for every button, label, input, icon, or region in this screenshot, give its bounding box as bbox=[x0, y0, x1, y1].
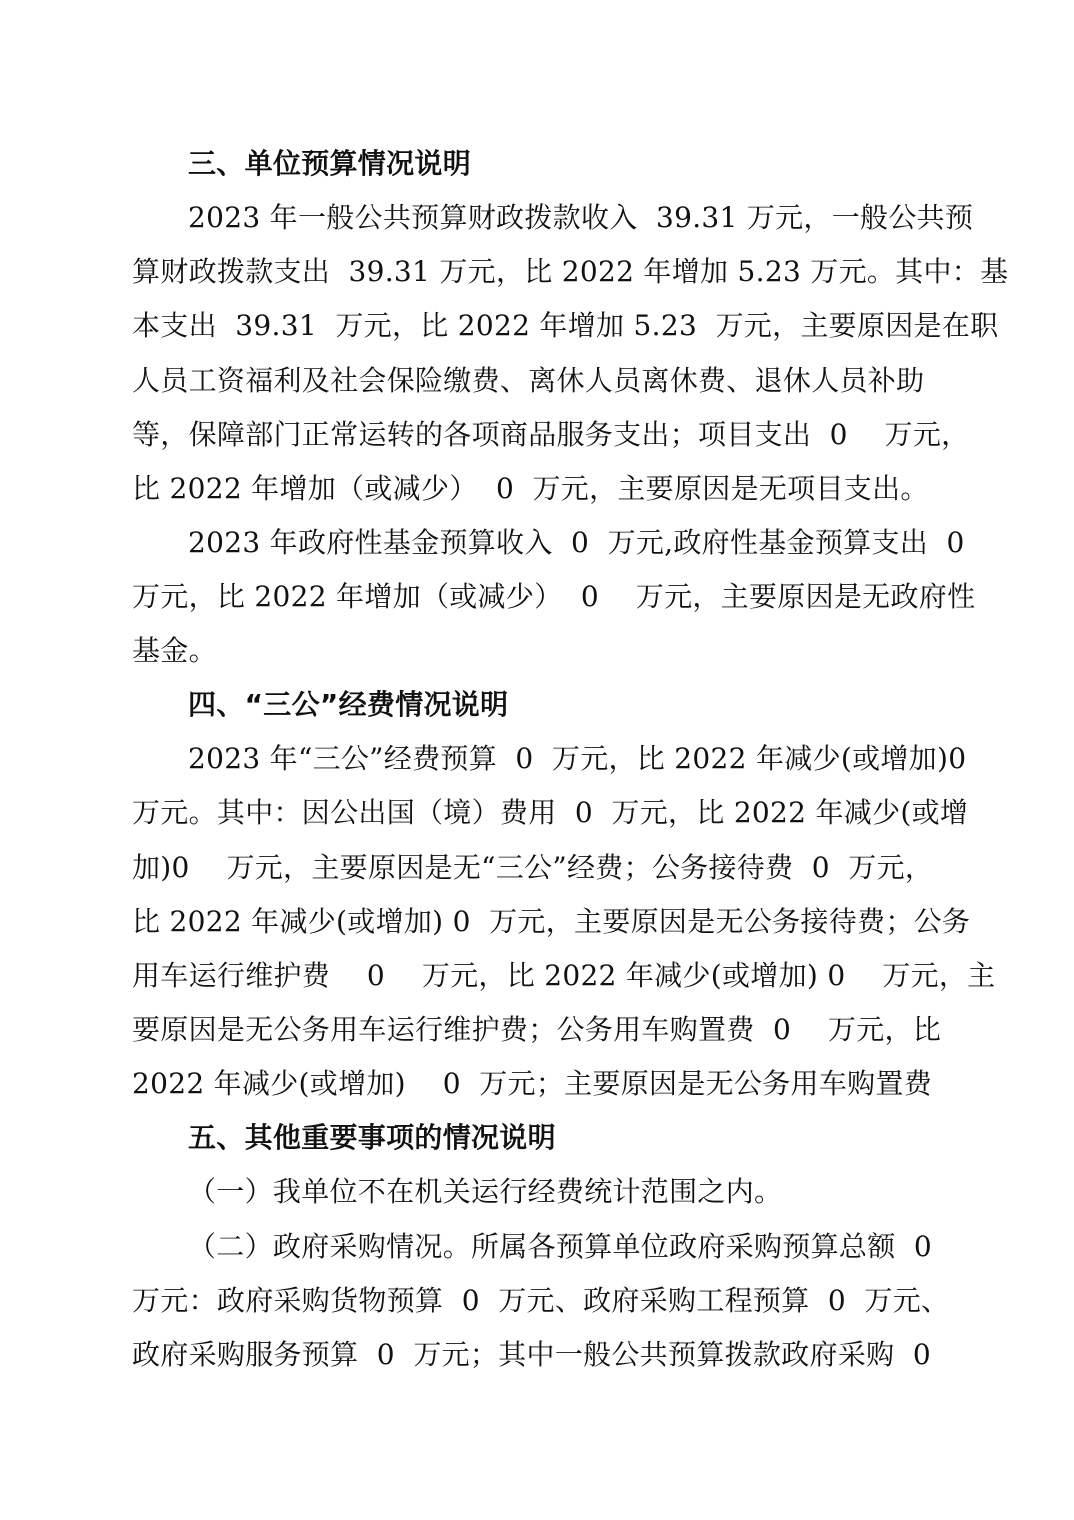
section3-p2-line1: 2023 年政府性基金预算收入 0 万元,政府性基金预算支出 0 bbox=[188, 526, 965, 559]
section4-p1-line6: 要原因是无公务用车运行维护费；公务用车购置费 0 万元，比 bbox=[132, 1013, 942, 1046]
section4-p1-line2: 万元。其中：因公出国（境）费用 0 万元，比 2022 年减少(或增 bbox=[132, 796, 969, 829]
section3-p2-line3: 基金。 bbox=[132, 634, 217, 667]
section4-p1-line5: 用车运行维护费 0 万元，比 2022 年减少(或增加) 0 万元，主 bbox=[132, 959, 996, 992]
section5-item2-line2: 万元：政府采购货物预算 0 万元、政府采购工程预算 0 万元、 bbox=[132, 1284, 950, 1317]
section4-p1-line1: 2023 年“三公”经费预算 0 万元，比 2022 年减少(或增加)0 bbox=[188, 742, 967, 775]
section4-p1-line3: 加)0 万元，主要原因是无“三公”经费；公务接待费 0 万元， bbox=[132, 851, 934, 884]
section3-heading: 三、单位预算情况说明 bbox=[188, 147, 472, 180]
section3-p1-line3: 本支出 39.31 万元，比 2022 年增加 5.23 万元，主要原因是在职 bbox=[132, 309, 999, 342]
section3-p1-line5: 等，保障部门正常运转的各项商品服务支出；项目支出 0 万元， bbox=[132, 418, 970, 451]
section4-p1-line7: 2022 年减少(或增加) 0 万元；主要原因是无公务用车购置费 bbox=[132, 1067, 933, 1100]
section3-p2-line2: 万元，比 2022 年增加（或减少） 0 万元，主要原因是无政府性 bbox=[132, 580, 976, 613]
section3-p1-line1: 2023 年一般公共预算财政拨款收入 39.31 万元，一般公共预 bbox=[188, 201, 974, 234]
section4-p1-line4: 比 2022 年减少(或增加) 0 万元，主要原因是无公务接待费；公务 bbox=[132, 905, 971, 938]
section5-item1: （一）我单位不在机关运行经费统计范围之内。 bbox=[188, 1175, 783, 1208]
section3-p1-line2: 算财政拨款支出 39.31 万元，比 2022 年增加 5.23 万元。其中：基 bbox=[132, 255, 1009, 288]
section5-item2-line3: 政府采购服务预算 0 万元；其中一般公共预算拨款政府采购 0 bbox=[132, 1338, 931, 1371]
section3-p1-line4: 人员工资福利及社会保险缴费、离休人员离休费、退休人员补助 bbox=[132, 364, 925, 397]
section3-p1-line6: 比 2022 年增加（或减少） 0 万元，主要原因是无项目支出。 bbox=[132, 472, 929, 505]
section5-heading: 五、其他重要事项的情况说明 bbox=[188, 1121, 556, 1154]
section4-heading: 四、“三公”经费情况说明 bbox=[188, 688, 509, 721]
section5-item2-line1: （二）政府采购情况。所属各预算单位政府采购预算总额 0 bbox=[188, 1230, 933, 1263]
